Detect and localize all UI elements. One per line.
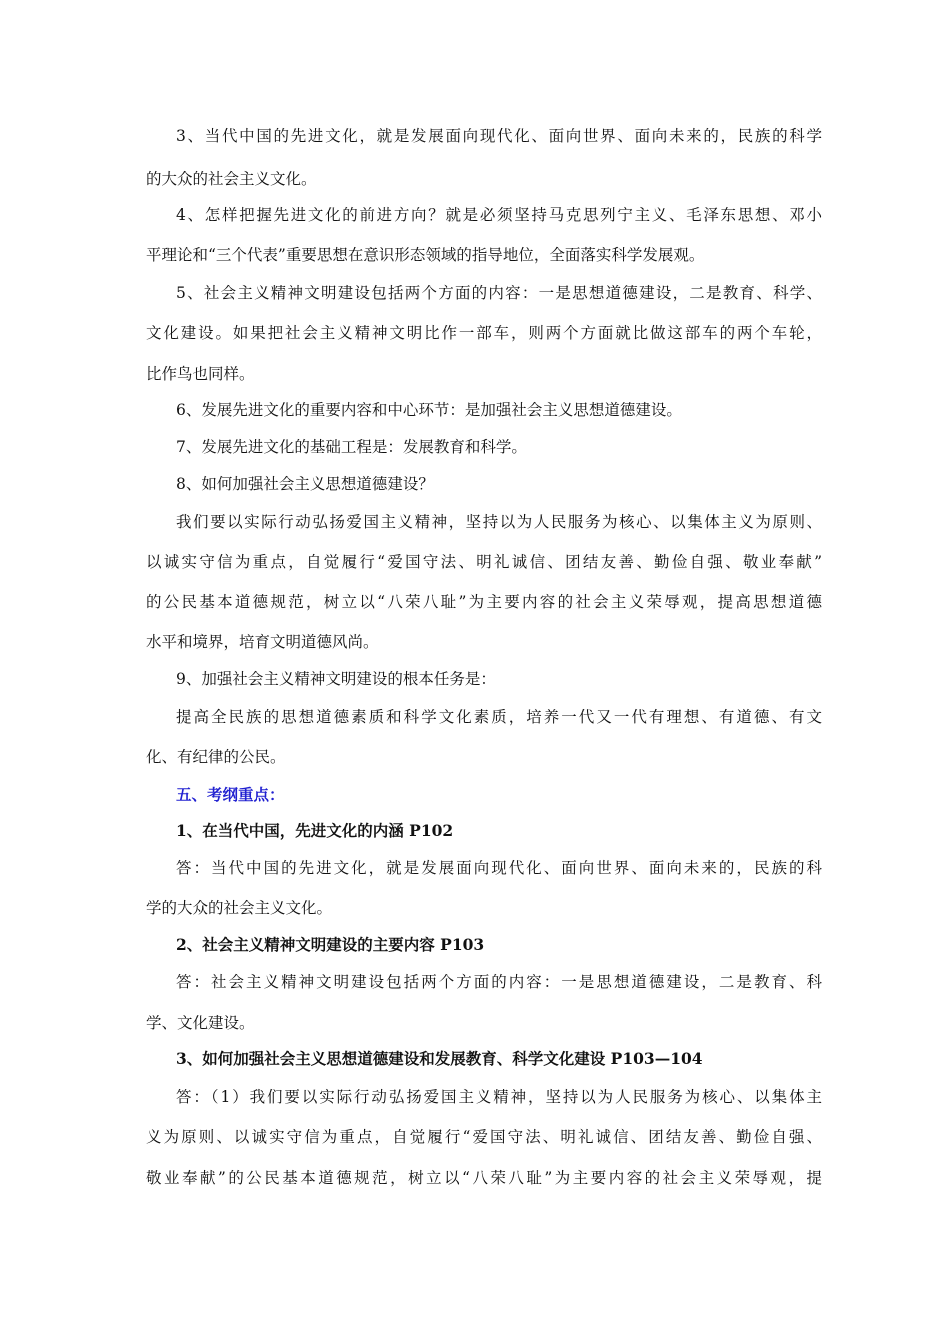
paragraph-line: 5、社会主义精神文明建设包括两个方面的内容：一是思想道德建设，二是教育、科学、: [176, 284, 822, 302]
key-point-heading: 3、如何加强社会主义思想道德建设和发展教育、科学文化建设 P103—104: [176, 1049, 703, 1068]
answer-line: 答：（1）我们要以实际行动弘扬爱国主义精神，坚持以为人民服务为核心、以集体主: [176, 1088, 822, 1106]
paragraph-line: 的大众的社会主义文化。: [146, 170, 317, 188]
answer-line: 敬业奉献”的公民基本道德规范，树立以“八荣八耻”为主要内容的社会主义荣辱观，提: [146, 1169, 822, 1187]
paragraph-line: 7、发展先进文化的基础工程是：发展教育和科学。: [176, 438, 527, 456]
paragraph-line: 6、发展先进文化的重要内容和中心环节：是加强社会主义思想道德建设。: [176, 401, 682, 419]
answer-line: 义为原则、以诚实守信为重点，自觉履行“爱国守法、明礼诚信、团结友善、勤俭自强、: [146, 1128, 822, 1146]
paragraph-line: 4、怎样把握先进文化的前进方向？就是必须坚持马克思列宁主义、毛泽东思想、邓小: [176, 206, 822, 224]
paragraph-line: 9、加强社会主义精神文明建设的根本任务是：: [176, 670, 496, 688]
paragraph-line: 平理论和“三个代表”重要思想在意识形态领域的指导地位，全面落实科学发展观。: [146, 246, 705, 264]
paragraph-line: 我们要以实际行动弘扬爱国主义精神，坚持以为人民服务为核心、以集体主义为原则、: [176, 513, 822, 531]
answer-line: 答：当代中国的先进文化，就是发展面向现代化、面向世界、面向未来的，民族的科: [176, 859, 822, 877]
section-heading: 五、考纲重点：: [176, 785, 285, 804]
paragraph-line: 化、有纪律的公民。: [146, 748, 286, 766]
key-point-heading: 1、在当代中国，先进文化的内涵 P102: [176, 821, 454, 840]
answer-line: 答：社会主义精神文明建设包括两个方面的内容：一是思想道德建设，二是教育、科: [176, 973, 822, 991]
paragraph-line: 比作鸟也同样。: [146, 365, 255, 383]
answer-line: 学的大众的社会主义文化。: [146, 899, 333, 917]
paragraph-line: 水平和境界，培育文明道德风尚。: [146, 633, 379, 651]
paragraph-line: 文化建设。如果把社会主义精神文明比作一部车，则两个方面就比做这部车的两个车轮，: [146, 324, 822, 342]
paragraph-line: 3、当代中国的先进文化，就是发展面向现代化、面向世界、面向未来的，民族的科学: [176, 127, 822, 145]
paragraph-line: 以诚实守信为重点，自觉履行“爱国守法、明礼诚信、团结友善、勤俭自强、敬业奉献”: [146, 553, 822, 571]
paragraph-line: 8、如何加强社会主义思想道德建设？: [176, 475, 434, 493]
answer-line: 学、文化建设。: [146, 1014, 255, 1032]
paragraph-line: 提高全民族的思想道德素质和科学文化素质，培养一代又一代有理想、有道德、有文: [176, 708, 822, 726]
key-point-heading: 2、社会主义精神文明建设的主要内容 P103: [176, 935, 485, 954]
paragraph-line: 的公民基本道德规范，树立以“八荣八耻”为主要内容的社会主义荣辱观，提高思想道德: [146, 593, 822, 611]
